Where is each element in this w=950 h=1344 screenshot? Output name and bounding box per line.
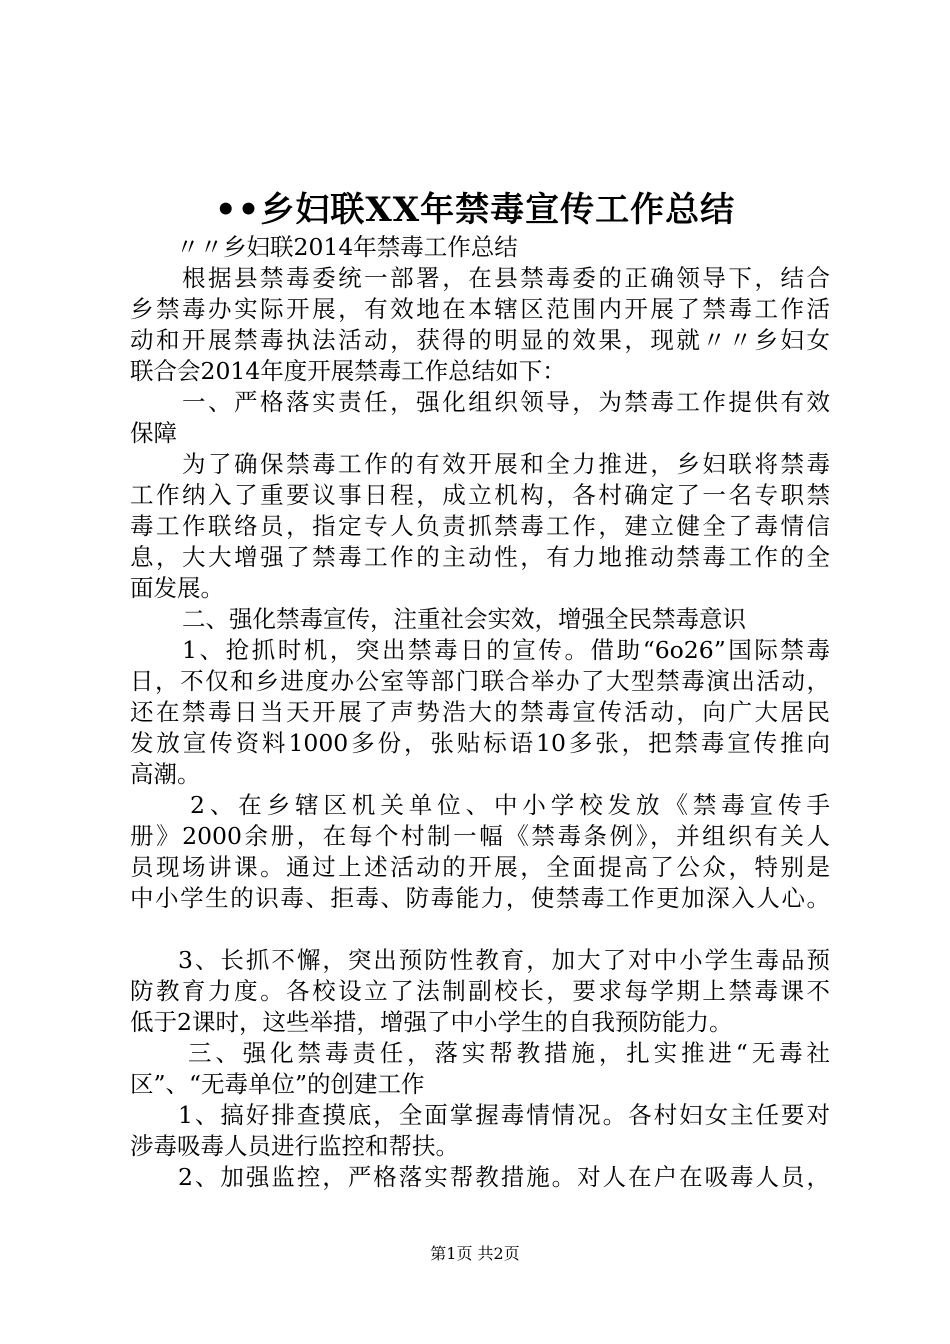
- paragraph-line: 面发展。: [130, 574, 224, 602]
- paragraph-line: 还在禁毒日当天开展了声势浩大的禁毒宣传活动，向广大居民: [130, 698, 830, 726]
- paragraph-line: 2、在乡辖区机关单位、中小学校发放《禁毒宣传手: [190, 791, 830, 819]
- paragraph-line: 息，大大增强了禁毒工作的主动性，有力地推动禁毒工作的全: [130, 543, 830, 571]
- paragraph-line: 毒工作联络员，指定专人负责抓禁毒工作，建立健全了毒情信: [130, 512, 830, 540]
- paragraph-line: 中小学生的识毒、拒毒、防毒能力，使禁毒工作更加深入人心。: [130, 884, 830, 912]
- document-body: [130, 232, 830, 1193]
- paragraph-line: 1、抢抓时机，突出禁毒日的宣传。借助“6o26”国际禁毒: [182, 636, 830, 664]
- paragraph-line: 发放宣传资料1000多份，张贴标语10多张，把禁毒宣传推向: [130, 729, 830, 757]
- paragraph-line: 动和开展禁毒执法活动，获得的明显的效果，现就〃〃乡妇女: [130, 326, 830, 354]
- paragraph-line: 高潮。: [130, 760, 201, 788]
- section-heading-line: 三、强化禁毒责任，落实帮教措施，扎实推进“无毒社: [188, 1039, 830, 1067]
- paragraph-line: 员现场讲课。通过上述活动的开展，全面提高了公众，特别是: [130, 853, 830, 881]
- paragraph-line: 册》2000余册，在每个村制一幅《禁毒条例》，并组织有关人: [130, 822, 830, 850]
- paragraph-line: 为了确保禁毒工作的有效开展和全力推进，乡妇联将禁毒: [182, 450, 830, 478]
- paragraph-line: 乡禁毒办实际开展，有效地在本辖区范围内开展了禁毒工作活: [130, 295, 830, 323]
- section-heading-line: 区”、“无毒单位”的创建工作: [130, 1070, 425, 1098]
- paragraph-line: 根据县禁毒委统一部署，在县禁毒委的正确领导下，结合: [182, 264, 830, 292]
- paragraph-line: 涉毒吸毒人员进行监控和帮扶。: [130, 1132, 459, 1160]
- paragraph-line: 2、加强监控，严格落实帮教措施。对人在户在吸毒人员，: [178, 1163, 830, 1191]
- page-number-footer: 第1页 共2页: [430, 1244, 520, 1263]
- paragraph-line: 低于2课时，这些举措，增强了中小学生的自我预防能力。: [130, 1008, 733, 1036]
- paragraph-line: 工作纳入了重要议事日程，成立机构，各村确定了一名专职禁: [130, 481, 830, 509]
- section-heading-line: 一、严格落实责任，强化组织领导，为禁毒工作提供有效: [182, 388, 830, 416]
- paragraph-line: 联合会2014年度开展禁毒工作总结如下：: [130, 357, 566, 385]
- subtitle-line: 〃〃乡妇联2014年禁毒工作总结: [176, 233, 518, 261]
- paragraph-line: 1、搞好排查摸底，全面掌握毒情情况。各村妇女主任要对: [178, 1101, 830, 1129]
- section-heading-line: 二、强化禁毒宣传，注重社会实效，增强全民禁毒意识: [182, 605, 746, 633]
- section-heading-line: 保障: [130, 419, 177, 447]
- paragraph-line: 日，不仅和乡进度办公室等部门联合举办了大型禁毒演出活动，: [130, 667, 830, 695]
- document-title: ••乡妇联XX年禁毒宣传工作总结: [214, 190, 736, 230]
- blank-line: [130, 914, 830, 945]
- paragraph-line: 3、长抓不懈，突出预防性教育，加大了对中小学生毒品预: [178, 946, 830, 974]
- paragraph-line: 防教育力度。各校设立了法制副校长，要求每学期上禁毒课不: [130, 977, 830, 1005]
